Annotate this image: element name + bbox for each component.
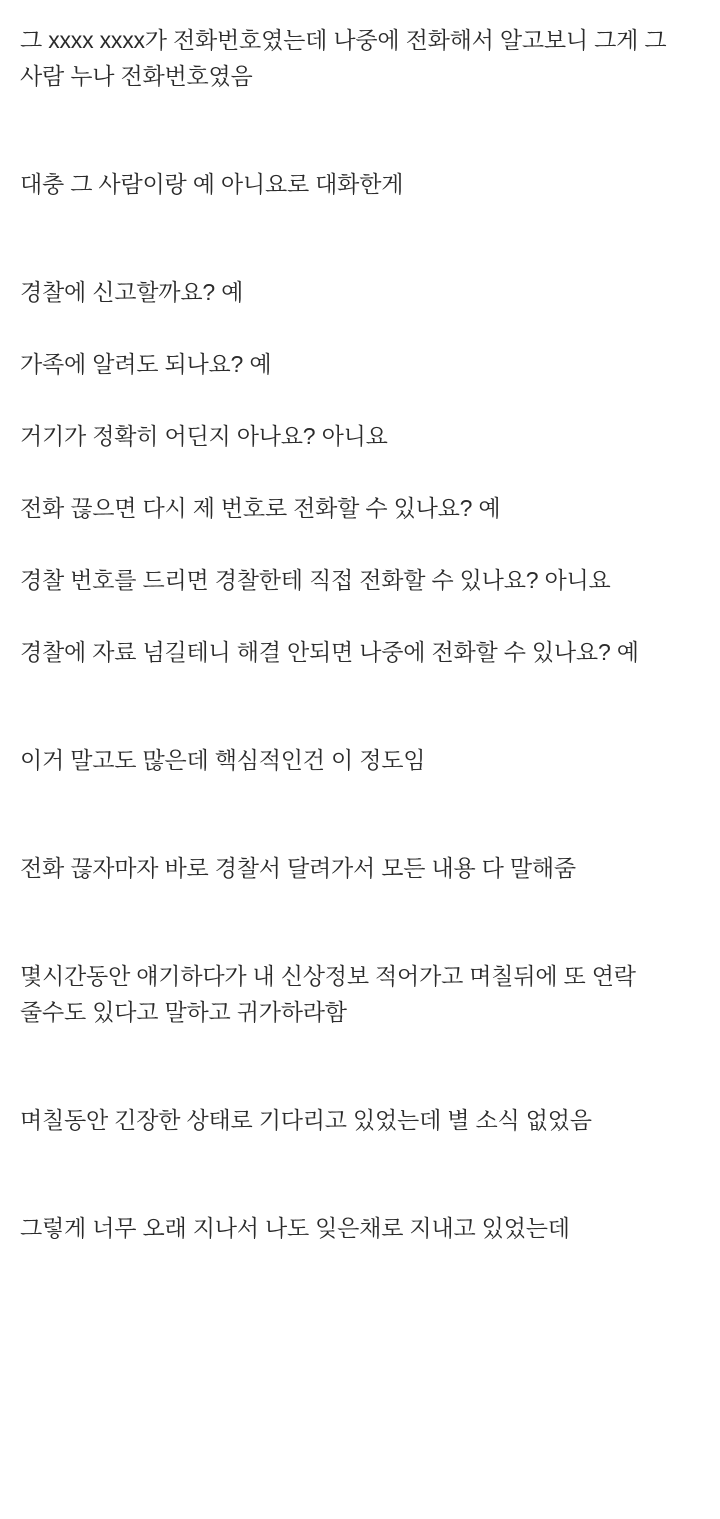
paragraph: 그 xxxx xxxx가 전화번호였는데 나중에 전화해서 알고보니 그게 그 사람 누나 전화번호였음 xyxy=(20,27,673,89)
paragraph-block-3 xyxy=(20,742,700,778)
paragraph-block-2 xyxy=(20,166,700,202)
paragraph-block-1 xyxy=(20,22,700,94)
paragraph: 경찰에 자료 넘길테니 해결 안되면 나중에 전화할 수 있나요? 예 xyxy=(20,639,639,665)
paragraph-spacer xyxy=(20,778,700,850)
paragraph: 그렇게 너무 오래 지나서 나도 잊은채로 지내고 있었는데 xyxy=(20,1215,570,1241)
paragraph: 이거 말고도 많은데 핵심적인건 이 정도임 xyxy=(20,747,426,773)
paragraph-spacer xyxy=(20,1138,700,1210)
paragraph: 대충 그 사람이랑 예 아니요로 대화한게 xyxy=(20,171,404,197)
paragraph-spacer xyxy=(20,202,700,274)
paragraph-spacer xyxy=(20,526,700,562)
paragraph: 경찰에 신고할까요? 예 xyxy=(20,279,244,305)
paragraph-block-5 xyxy=(20,958,700,1030)
paragraph-spacer xyxy=(20,94,700,166)
paragraph-block-4 xyxy=(20,850,700,886)
paragraph-spacer xyxy=(20,886,700,958)
paragraph: 며칠동안 긴장한 상태로 기다리고 있었는데 별 소식 없었음 xyxy=(20,1107,592,1133)
paragraph-spacer xyxy=(20,382,700,418)
paragraph-spacer xyxy=(20,1030,700,1102)
paragraph-spacer xyxy=(20,598,700,634)
paragraph-block-6 xyxy=(20,1102,700,1138)
paragraph: 가족에 알려도 되나요? 예 xyxy=(20,351,272,377)
paragraph-spacer xyxy=(20,670,700,742)
paragraph-spacer xyxy=(20,310,700,346)
paragraph-spacer xyxy=(20,454,700,490)
paragraph: 경찰 번호를 드리면 경찰한테 직접 전화할 수 있나요? 아니요 xyxy=(20,567,611,593)
paragraph: 몇시간동안 얘기하다가 내 신상정보 적어가고 며칠뒤에 또 연락 줄수도 있다고 말하고 귀가하라함 xyxy=(20,963,643,1025)
paragraph: 전화 끊자마자 바로 경찰서 달려가서 모든 내용 다 말해줌 xyxy=(20,855,576,881)
qa-block xyxy=(20,274,700,670)
paragraph-block-7 xyxy=(20,1210,700,1246)
paragraph: 거기가 정확히 어딘지 아나요? 아니요 xyxy=(20,423,388,449)
paragraph: 전화 끊으면 다시 제 번호로 전화할 수 있나요? 예 xyxy=(20,495,501,521)
